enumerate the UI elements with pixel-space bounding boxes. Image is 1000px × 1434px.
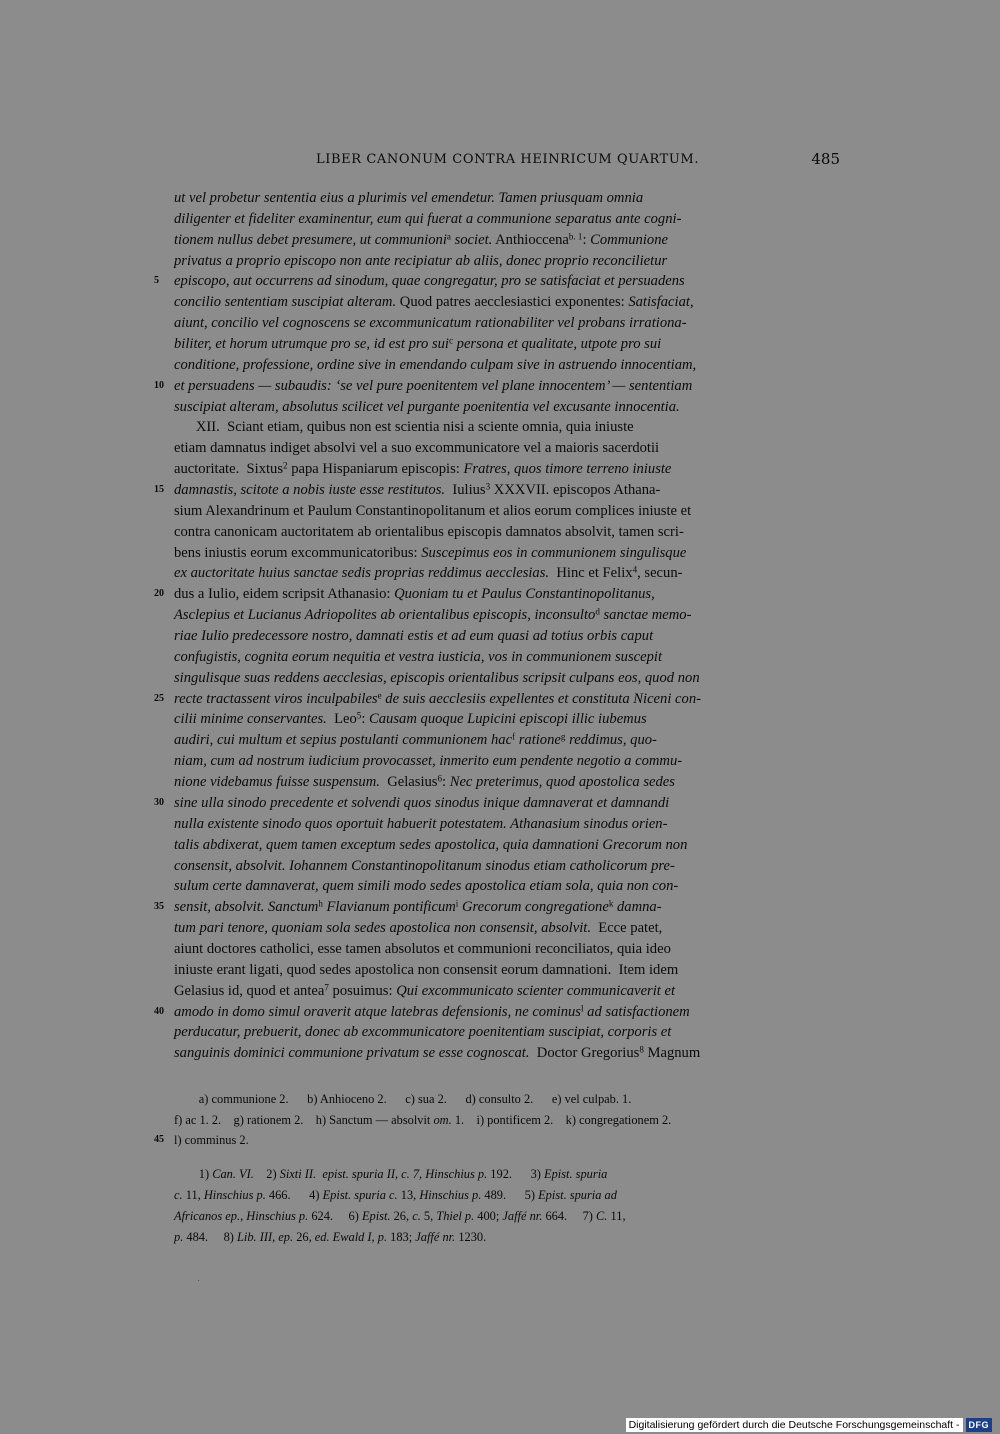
text-line (174, 918, 840, 939)
text-segment: papa Hispaniarum episcopis: (287, 461, 464, 478)
text-segment: 192. 3) (487, 1167, 544, 1181)
text-segment: Grecorum congregatione (458, 899, 609, 916)
text-segment: confugistis, cognita eorum nequitia et vestra iusticia, vos in communionem suscepit (174, 648, 663, 665)
note-marker: g (560, 731, 566, 742)
note-marker: 3 (485, 481, 491, 492)
text-segment: sensit, absolvit. Sanctum (174, 899, 319, 916)
text-segment: 664. 7) (542, 1209, 597, 1223)
text-line (174, 188, 840, 209)
critical-apparatus (154, 1089, 840, 1151)
text-segment: aiunt doctores catholici, esse tamen absolutos et communioni reconciliatos, quia ideo (174, 940, 671, 957)
note-marker: a (446, 231, 451, 242)
text-line (174, 751, 840, 772)
note-marker: 7 (324, 982, 329, 993)
text-line (174, 334, 840, 355)
text-segment: Causam quoque Lupicini episcopi illic iubemus (369, 711, 647, 728)
text-segment: Suscepimus eos in communionem singulisque (421, 544, 687, 561)
text-segment: recte tractassent viros inculpabiles (174, 690, 378, 707)
text-segment: Nec preterimus, quod apostolica sedes (449, 774, 675, 791)
text-segment: 2) (253, 1167, 280, 1181)
text-line (174, 209, 840, 230)
text-line (174, 730, 840, 751)
text-segment: 1. i) pontificem 2. k) congregationem 2. (451, 1112, 672, 1127)
source-note-line (174, 1185, 840, 1206)
text-segment: sine ulla sinodo precedente et solvendi quos sinodus inique damnaverat et damnandi (174, 794, 670, 811)
line-number: 25 (154, 692, 164, 704)
text-line (174, 438, 840, 459)
text-segment: Quoniam tu et Paulus Constantinopolitanus, (394, 586, 655, 603)
text-segment: privatus a proprio episcopo non ante recipiatur ab aliis, donec proprio reconcilietur (174, 252, 668, 269)
text-segment: Flavianum pontificum (322, 899, 456, 916)
text-segment: Anthioccena (492, 231, 569, 248)
text-segment: Communione (590, 231, 668, 248)
line-number: 30 (154, 796, 164, 808)
text-segment: 183; (387, 1230, 416, 1244)
text-segment: societ. (450, 231, 493, 248)
note-marker: h (318, 898, 323, 909)
text-line (154, 897, 840, 918)
text-segment: Hinschius p. (203, 1188, 266, 1202)
text-segment: c. (412, 1209, 421, 1223)
text-line (154, 271, 840, 292)
line-number: 40 (154, 1005, 164, 1017)
text-segment: suscipiat alteram, absolutus scilicet vel purgante poenitentia vel excusante innocentia. (174, 398, 680, 415)
page-number: 485 (811, 150, 840, 168)
note-marker: k (608, 898, 614, 909)
apparatus-line (174, 1089, 840, 1110)
text-segment: XII. Sciant etiam, quibus non est scientia nisi a sciente omnia, quia iniuste (174, 419, 634, 436)
text-segment: talis abdixerat, quem tamen exceptum sedes apostolica, quia damnationi Grecorum non (174, 836, 688, 853)
text-segment: de suis aecclesiis expellentes et constituta Niceni con- (381, 690, 701, 707)
note-marker: 5 (356, 710, 362, 721)
text-segment: C. (596, 1209, 608, 1223)
text-line (154, 1002, 840, 1023)
text-segment: cilii minime conservantes. (174, 711, 327, 728)
text-segment: 1230. (455, 1230, 487, 1244)
text-segment: Hinc et Felix (549, 565, 633, 582)
text-segment: om. (433, 1112, 452, 1127)
text-segment: , secun- (637, 565, 683, 582)
text-segment: XXXVII. episcopos Athana- (490, 482, 661, 499)
text-line (174, 939, 840, 960)
text-segment: 466. 4) (265, 1188, 323, 1202)
running-head: LIBER CANONUM CONTRA HEINRICUM QUARTUM. (316, 152, 700, 167)
text-line (174, 397, 840, 418)
text-segment: 489. 5) (481, 1188, 539, 1202)
text-segment: iniuste erant ligati, quod sedes apostolica non consensit eorum damnationi. Item idem (174, 961, 679, 978)
note-marker: f (512, 731, 516, 742)
text-segment: Doctor Gregorius (529, 1045, 640, 1062)
text-segment: et persuadens — subaudis: ‘se vel pure poenitentem vel plane innocentem’ — sententiam (174, 377, 693, 394)
text-segment: 26, (390, 1209, 413, 1223)
text-segment: damnastis, scitote a nobis iuste esse restitutos. (174, 482, 446, 499)
text-segment: : (361, 711, 370, 728)
text-line (174, 251, 840, 272)
note-marker: 6 (437, 773, 443, 784)
note-marker: i (455, 898, 459, 909)
text-line (154, 793, 840, 814)
text-segment: 11, (182, 1188, 204, 1202)
text-segment: c. (174, 1188, 183, 1202)
page-header (174, 150, 840, 174)
text-segment: reddimus, quo- (565, 732, 657, 749)
text-line (174, 626, 840, 647)
text-segment: Africanos ep., Hinschius p. (174, 1209, 309, 1223)
text-segment: consensit, absolvit. Iohannem Constantinopolitanum sinodus etiam catholicorum pre- (174, 857, 675, 874)
note-marker: e (377, 690, 382, 701)
text-segment: Gelasius id, quod et antea (174, 982, 325, 999)
text-segment: Hinschius p. (419, 1188, 482, 1202)
text-segment: bens iniustis eorum excommunicatoribus: (174, 544, 422, 561)
main-text-block (154, 188, 840, 1064)
text-segment: f) ac 1. 2. g) rationem 2. h) Sanctum — absolvit (174, 1112, 434, 1127)
source-note-line (174, 1164, 840, 1185)
text-segment: amodo in domo simul oraverit atque latebras defensionis, ne cominus (174, 1003, 581, 1020)
text-line (174, 668, 840, 689)
text-line (174, 417, 840, 438)
text-segment: Jaffé nr. (415, 1230, 456, 1244)
text-segment: conditione, professione, ordine sive in emendando culpam sive in astruendo innocentiam, (174, 356, 697, 373)
text-segment: 484. 8) (183, 1230, 237, 1244)
text-segment: persona et qualitate, utpote pro sui (453, 336, 662, 353)
text-line (174, 313, 840, 334)
note-marker: 8 (639, 1044, 644, 1055)
text-segment: Thiel p. (436, 1209, 475, 1223)
text-segment: audiri, cui multum et sepius postulanti communionem hac (174, 732, 513, 749)
text-segment: ed. Ewald I, p. (314, 1230, 388, 1244)
text-segment: Can. VI. (212, 1167, 254, 1181)
text-segment: sanctae memo- (599, 607, 692, 624)
text-line (174, 1022, 840, 1043)
line-number: 5 (154, 275, 159, 287)
apparatus-line (154, 1130, 840, 1151)
text-segment: perducatur, prebuerit, donec ab excommunicatore poenitentiam suscipiat, corporis et (174, 1024, 672, 1041)
source-notes (174, 1164, 840, 1248)
text-line (174, 647, 840, 668)
text-line (174, 772, 840, 793)
text-segment: Fratres, quos timore terreno iniuste (463, 461, 672, 478)
text-line (154, 480, 840, 501)
text-segment: singulisque suas reddens aecclesias, episcopis orientalibus scripsit culpans eos, quod non (174, 669, 700, 686)
text-segment: tionem nullus debet presumere, ut communioni (174, 231, 447, 248)
text-line (174, 835, 840, 856)
text-line (174, 501, 840, 522)
digitization-credit: Digitalisierung gefördert durch die Deutsche Forschungsgemeinschaft - (626, 1418, 963, 1432)
text-segment: l) comminus 2. (174, 1133, 249, 1147)
text-segment: Quod patres aecclesiastici exponentes: (396, 294, 629, 311)
text-line (174, 459, 840, 480)
note-marker: d (595, 606, 600, 617)
text-segment: concilio sententiam suscipiat alteram. (174, 294, 397, 311)
text-segment: posuimus: (328, 982, 397, 999)
text-segment: auctoritate. Sixtus (174, 461, 284, 478)
line-number: 10 (154, 379, 164, 391)
text-segment: Epist. spuria (544, 1167, 608, 1181)
note-marker: b. 1 (568, 231, 583, 242)
text-segment: Iulius (445, 482, 486, 499)
note-marker: 2 (283, 460, 288, 471)
text-segment: Asclepius et Lucianus Adriopolites ab orientalibus episcopis, inconsulto (174, 607, 596, 624)
text-line (174, 814, 840, 835)
text-segment: Gelasius (379, 774, 438, 791)
text-segment: sium Alexandrinum et Paulum Constantinopolitanum et alios eorum complices iniuste et (174, 502, 692, 519)
text-segment: ut vel probetur sententia eius a plurimis vel emendetur. Tamen priusquam omnia (174, 190, 644, 206)
text-line (154, 376, 840, 397)
text-line (174, 709, 840, 730)
text-segment: Jaffé nr. (502, 1209, 543, 1223)
scan-speck (198, 1280, 199, 1281)
text-segment: damna- (613, 899, 662, 916)
text-segment: 624. 6) (308, 1209, 362, 1223)
text-line (154, 689, 840, 710)
text-segment: diligenter et fideliter examinentur, eum qui fuerat a communione separatus ante cogni- (174, 210, 682, 227)
text-segment: 5, (420, 1209, 437, 1223)
text-segment: p. (174, 1230, 184, 1244)
text-segment: Ecce patet, (590, 920, 663, 937)
text-segment: riae Iulio predecessore nostro, damnati estis et ad eum quasi ad totius orbis caput (174, 628, 654, 645)
text-segment: Satisfaciat, (628, 294, 694, 311)
text-segment: 13, (397, 1188, 420, 1202)
text-segment: 1) (174, 1167, 213, 1181)
text-segment: Qui excommunicato scienter communicaverit et (396, 982, 676, 999)
text-segment: Epist. spuria c. (322, 1188, 398, 1202)
text-line (174, 605, 840, 626)
footer-credit-strip (626, 1418, 992, 1432)
apparatus-line (174, 1110, 840, 1131)
text-segment: contra canonicam auctoritatem ab orientalibus episcopis damnatos absolvit, tamen scri- (174, 523, 684, 540)
text-line (174, 876, 840, 897)
text-segment: niam, cum ad nostrum iudicium provocasset, inmerito eum pendente negotio a commu- (174, 753, 683, 770)
text-segment: ratione (515, 732, 561, 749)
text-segment: biliter, et horum utrumque pro se, id est pro sui (174, 336, 449, 353)
text-line (174, 543, 840, 564)
text-segment: 11, (607, 1209, 626, 1223)
source-note-line (174, 1206, 840, 1227)
text-segment: sulum certe damnaverat, quem simili modo sedes apostolica etiam sola, quia non con- (174, 878, 679, 895)
text-segment: etiam damnatus indiget absolvi vel a suo excommunicatore vel a maioris sacerdotii (174, 440, 660, 457)
text-segment: Epist. (361, 1209, 391, 1223)
text-segment: Leo (326, 711, 357, 728)
text-segment: tum pari tenore, quoniam sola sedes apostolica non consensit, absolvit. (174, 920, 591, 937)
dfg-logo-icon: DFG (966, 1418, 993, 1432)
line-number: 45 (154, 1134, 164, 1145)
text-segment: Lib. III, ep. (237, 1230, 294, 1244)
text-segment: aiunt, concilio vel cognoscens se excommunicatum rationabiliter vel probans irrationa- (174, 315, 687, 332)
text-line (174, 960, 840, 981)
text-segment: ex auctoritate huius sanctae sedis proprias reddimus aecclesias. (174, 565, 550, 582)
text-line (174, 1043, 840, 1064)
text-segment: : (442, 774, 450, 791)
text-segment: ad satisfactionem (583, 1003, 690, 1020)
text-line (174, 856, 840, 877)
text-segment: 26, (293, 1230, 315, 1244)
text-segment: nulla existente sinodo quos oportuit habuerit potestatem. Athanasium sinodus orien- (174, 815, 668, 832)
text-line (174, 981, 840, 1002)
text-line (174, 355, 840, 376)
note-marker: 4 (632, 564, 638, 575)
line-number: 20 (154, 588, 164, 600)
text-line (174, 292, 840, 313)
text-segment: nione videbamus fuisse suspensum. (174, 774, 380, 791)
note-marker: c (448, 335, 453, 346)
text-segment: episcopo, aut occurrens ad sinodum, quae congregatur, pro se satisfaciat et persuadens (174, 273, 685, 290)
text-segment: : (582, 231, 591, 248)
line-number: 35 (154, 901, 164, 913)
text-segment: dus a Iulio, eidem scripsit Athanasio: (174, 586, 395, 603)
text-segment: 400; (474, 1209, 503, 1223)
text-segment: sanguinis dominici communione privatum se esse cognoscat. (174, 1045, 530, 1062)
text-line (174, 522, 840, 543)
text-segment: Magnum (643, 1045, 701, 1062)
text-line (174, 563, 840, 584)
text-segment: Sixti II. epist. spuria II, c. 7, Hinschius p. (279, 1167, 488, 1181)
text-line (174, 230, 840, 251)
source-note-line (174, 1227, 840, 1248)
line-number: 15 (154, 484, 164, 496)
text-line (154, 584, 840, 605)
text-segment: a) communione 2. b) Anhioceno 2. c) sua 2. d) consulto 2. e) vel culpab. 1. (174, 1092, 632, 1106)
note-marker: l (580, 1003, 584, 1013)
text-segment: Epist. spuria ad (538, 1188, 617, 1202)
